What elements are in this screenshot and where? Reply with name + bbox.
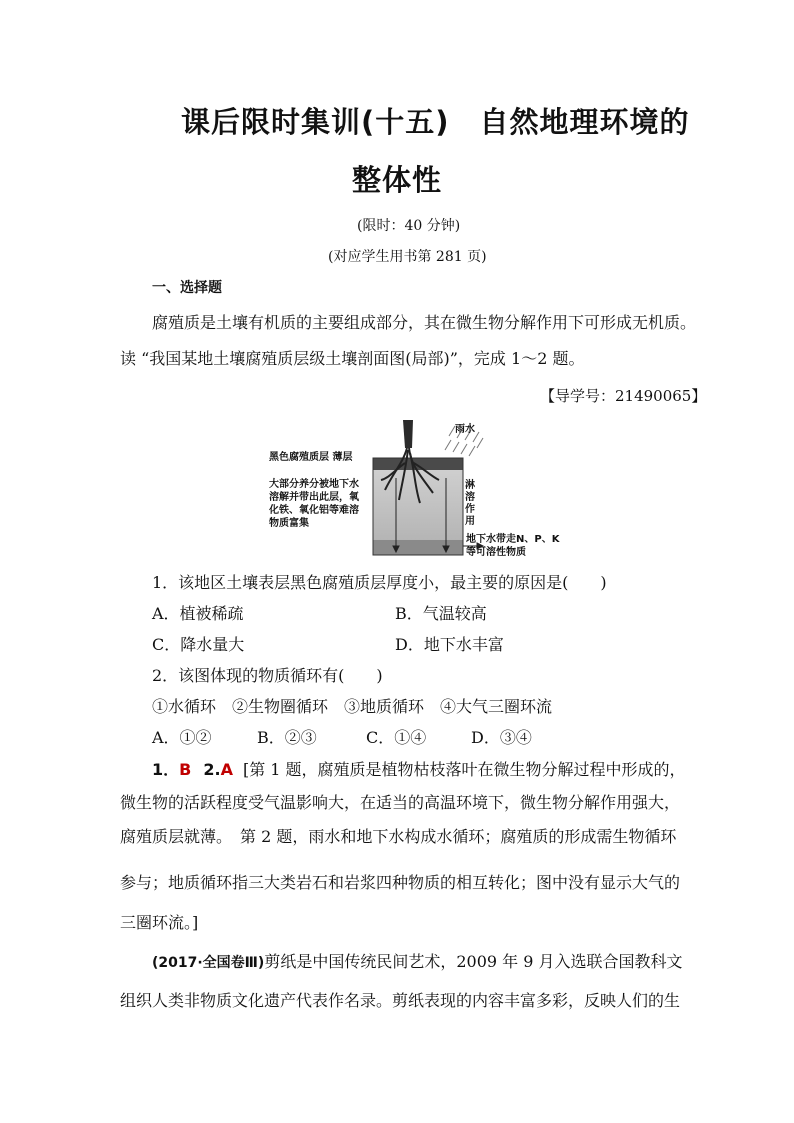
q2-items: ①水循环 ②生物圈循环 ③地质循环 ④大气三圈环流 xyxy=(152,697,553,716)
groundwater-label: 地下水带走N、P、K 等可溶性物质 xyxy=(466,534,560,558)
q2-option-a: A．①② xyxy=(152,728,212,747)
title-topic: 自然地理环境的 xyxy=(479,105,690,139)
book-reference: (对应学生用书第 281 页) xyxy=(328,249,487,265)
soil-profile-diagram xyxy=(265,418,565,563)
intro-line2: 读 “我国某地土壤腐殖质层级土壤剖面图(局部)”，完成 1～2 题。 xyxy=(120,349,585,368)
section-heading: 一、选择题 xyxy=(152,280,222,296)
next-intro-line1: (2017·全国卷Ⅲ)剪纸是中国传统民间艺术，2009 年 9 月入选联合国教科文 xyxy=(152,952,683,971)
answer-line4: 参与；地质循环指三大类岩石和岩浆四种物质的相互转化；图中没有显示大气的 xyxy=(120,873,681,892)
answer-line5: 三圈环流。] xyxy=(120,913,199,932)
q1-option-b: B．气温较高 xyxy=(395,604,487,623)
q1-option-d: D．地下水丰富 xyxy=(395,635,504,654)
q1-option-c: C．降水量大 xyxy=(152,635,245,654)
q2-option-d: D．③④ xyxy=(471,728,532,747)
q1-stem: 1．该地区土壤表层黑色腐殖质层厚度小，最主要的原因是( ) xyxy=(152,573,607,592)
time-limit: (限时：40 分钟) xyxy=(357,218,461,234)
answer-2: A xyxy=(220,760,233,779)
q2-stem: 2．该图体现的物质循环有( ) xyxy=(152,666,383,685)
exam-source: (2017·全国卷Ⅲ) xyxy=(152,955,265,971)
page-title-line2: 整体性 xyxy=(352,163,443,197)
page-title-line1 xyxy=(181,100,690,141)
answer-1: B xyxy=(179,760,192,779)
rain-label: 雨水 xyxy=(455,424,475,435)
leached-layer-label: 大部分养分被地下水 溶解并带出此层，氧 化铁、氧化铝等难溶 物质富集 xyxy=(269,479,359,529)
answer-line1: 1．B 2.A [第 1 题，腐殖质是植物枯枝落叶在微生物分解过程中形成的， xyxy=(152,760,686,779)
q2-option-b: B．②③ xyxy=(257,728,317,747)
humus-layer xyxy=(373,458,463,470)
next-intro-line2: 组织人类非物质文化遗产代表作名录。剪纸表现的内容丰富多彩，反映人们的生 xyxy=(120,991,681,1010)
humus-layer-label: 黑色腐殖质层 薄层 xyxy=(269,452,353,463)
tree-trunk xyxy=(403,420,413,448)
groundwater-layer xyxy=(373,540,463,555)
intro-line1: 腐殖质是土壤有机质的主要组成部分，其在微生物分解作用下可形成无机质。 xyxy=(152,313,697,332)
q2-option-c: C．①④ xyxy=(366,728,427,747)
leaching-label: 淋 溶 作 用 xyxy=(465,480,475,527)
title-series: 课后限时集训(十五) xyxy=(181,105,450,139)
q1-option-a: A．植被稀疏 xyxy=(152,604,244,623)
answer-line3: 腐殖质层就薄。 第 2 题，雨水和地下水构成水循环；腐殖质的形成需生物循环 xyxy=(120,827,677,846)
leached-layer xyxy=(373,470,463,540)
guide-number: 【导学号：21490065】 xyxy=(540,387,707,405)
answer-line2: 微生物的活跃程度受气温影响大，在适当的高温环境下，微生物分解作用强大， xyxy=(120,793,681,812)
